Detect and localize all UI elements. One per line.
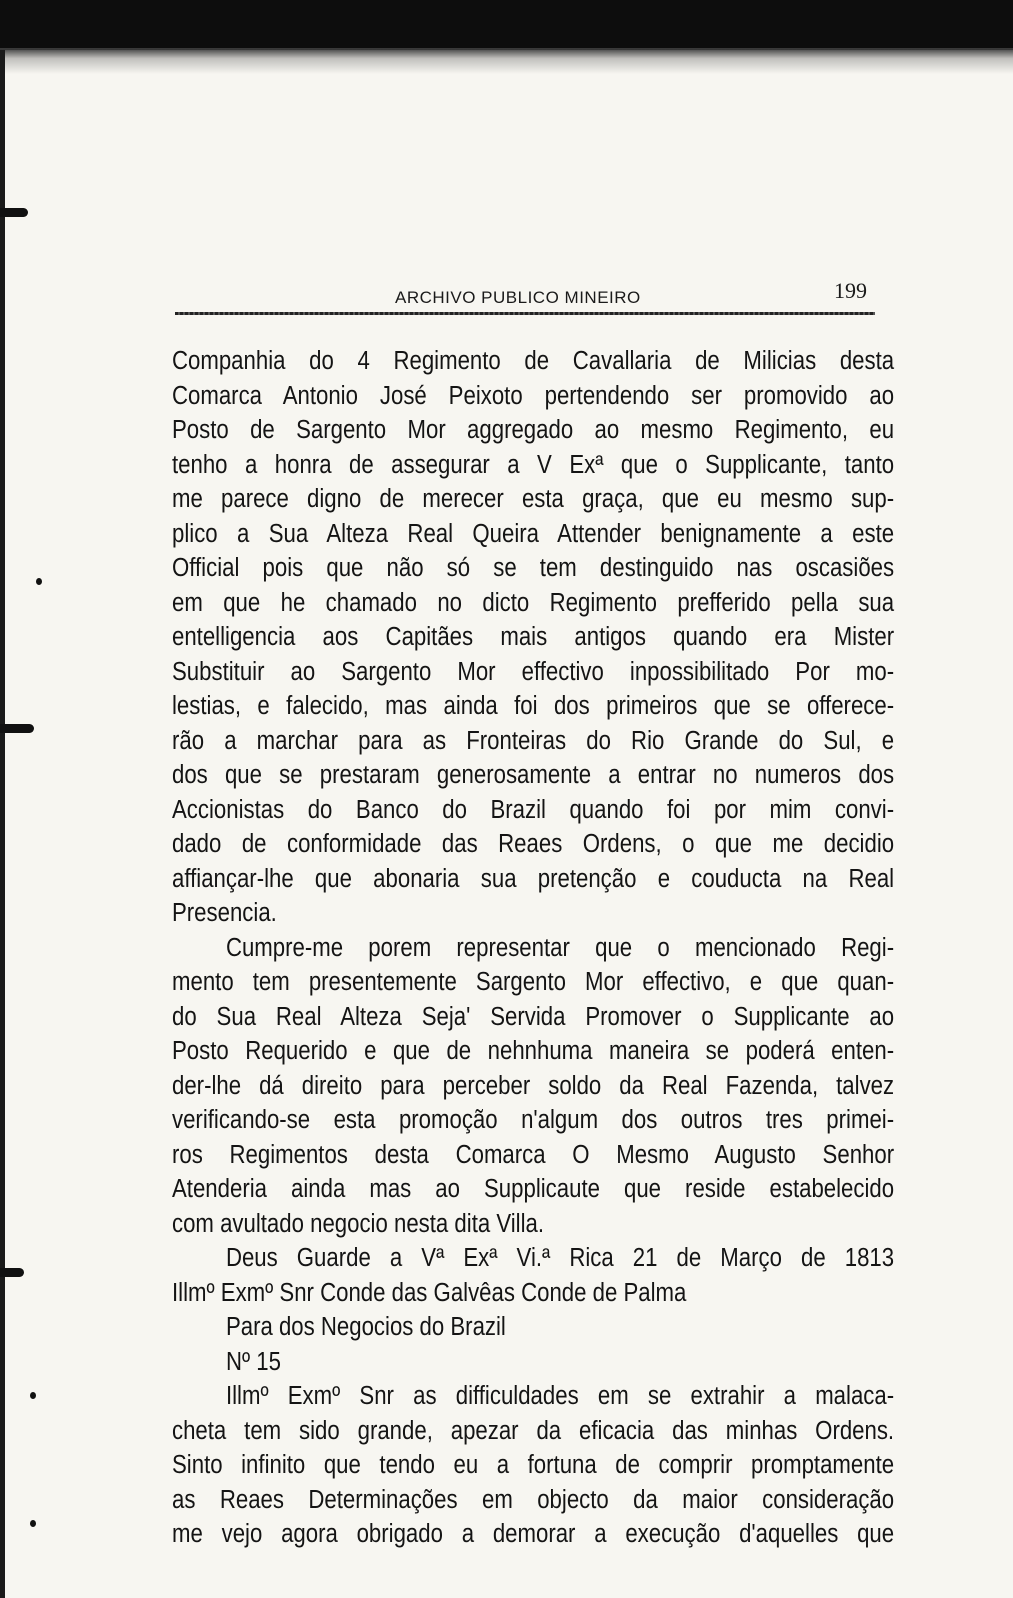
text-line: Comarca Antonio José Peixoto pertendendo ser promovido ao [172,381,895,410]
header-rule [175,312,875,315]
text-line: plico a Sua Alteza Real Queira Attender benignamente a este [172,519,895,548]
text-line: Illmº Exmº Snr as difficuldades em se extrahir a malaca- [225,1382,895,1410]
margin-speck [30,1392,36,1399]
text-line: com avultado negocio nesta dita Villa. [172,1209,545,1238]
text-line: Illmº Exmº Snr Conde das Galvêas Conde de Palma [172,1278,687,1307]
text-line: der-lhe dá direito para perceber soldo da Real Fazenda, talvez [172,1071,895,1100]
text-line: rão a marchar para as Fronteiras do Rio Grande do Sul, e [172,726,895,755]
text-line: Sinto infinito que tendo eu a fortuna de comprir promptamente [172,1451,895,1479]
scan-left-edge [0,50,5,1598]
text-line: Accionistas do Banco do Brazil quando foi por mim convi- [172,795,895,824]
text-line: mento tem presentemente Sargento Mor effectivo, e que quan- [172,968,895,996]
text-line: Substituir ao Sargento Mor effectivo inpossibilitado Por mo- [172,657,895,686]
text-line: Nº 15 [225,1347,281,1376]
text-line: dado de conformidade das Reaes Ordens, o que me decidio [172,830,895,858]
binding-mark [0,724,34,733]
text-line: cheta tem sido grande, apezar da eficacia das minhas Ordens. [172,1416,895,1445]
running-title: ARCHIVO PUBLICO MINEIRO [395,288,641,307]
text-line: ros Regimentos desta Comarca O Mesmo Augusto Senhor [172,1140,895,1169]
body-text [172,344,895,1552]
text-line: tenho a honra de assegurar a V Exª que o Supplicante, tanto [172,450,895,479]
page-number: 199 [834,278,867,303]
binding-mark [0,208,28,217]
text-line: Para dos Negocios do Brazil [225,1313,506,1341]
text-line: me vejo agora obrigado a demorar a execução d'aquelles que [172,1520,895,1548]
scan-top-shadow [0,48,1013,74]
text-line: do Sua Real Alteza Seja' Servida Promover o Supplicante ao [172,1002,895,1031]
text-line: Companhia do 4 Regimento de Cavallaria de Milicias desta [172,347,895,375]
text-line: Posto de Sargento Mor aggregado ao mesmo Regimento, eu [172,416,895,444]
text-line: em que he chamado no dicto Regimento prefferido pella sua [172,588,895,617]
page-header [175,278,875,318]
text-line: dos que se prestaram generosamente a entrar no numeros dos [172,761,895,789]
text-line: affiançar-lhe que abonaria sua pretenção e couducta na Real [172,864,895,893]
text-line: lestias, e falecido, mas ainda foi dos primeiros que se offerece- [172,692,895,720]
text-line: Posto Requerido e que de nehnhuma maneira se poderá enten- [172,1037,895,1065]
text-line: Cumpre-me porem representar que o mencionado Regi- [225,933,895,962]
margin-speck [36,578,42,585]
scan-top-edge [0,0,1013,50]
text-line: verificando-se esta promoção n'algum dos outros tres primei- [172,1106,895,1134]
text-line: Atenderia ainda mas ao Supplicaute que reside estabelecido [172,1175,895,1203]
text-line: Deus Guarde a Vª Exª Vi.ª Rica 21 de Março de 1813 [225,1244,895,1272]
margin-speck [30,1520,36,1527]
text-line: as Reaes Determinações em objecto da maior consideração [172,1485,895,1514]
text-line: entelligencia aos Capitães mais antigos quando era Mister [172,623,895,651]
binding-mark [0,1268,24,1277]
text-line: me parece digno de merecer esta graça, que eu mesmo sup- [172,485,895,513]
text-line: Official pois que não só se tem destinguido nas oscasiões [172,554,895,582]
text-line: Presencia. [172,899,277,927]
